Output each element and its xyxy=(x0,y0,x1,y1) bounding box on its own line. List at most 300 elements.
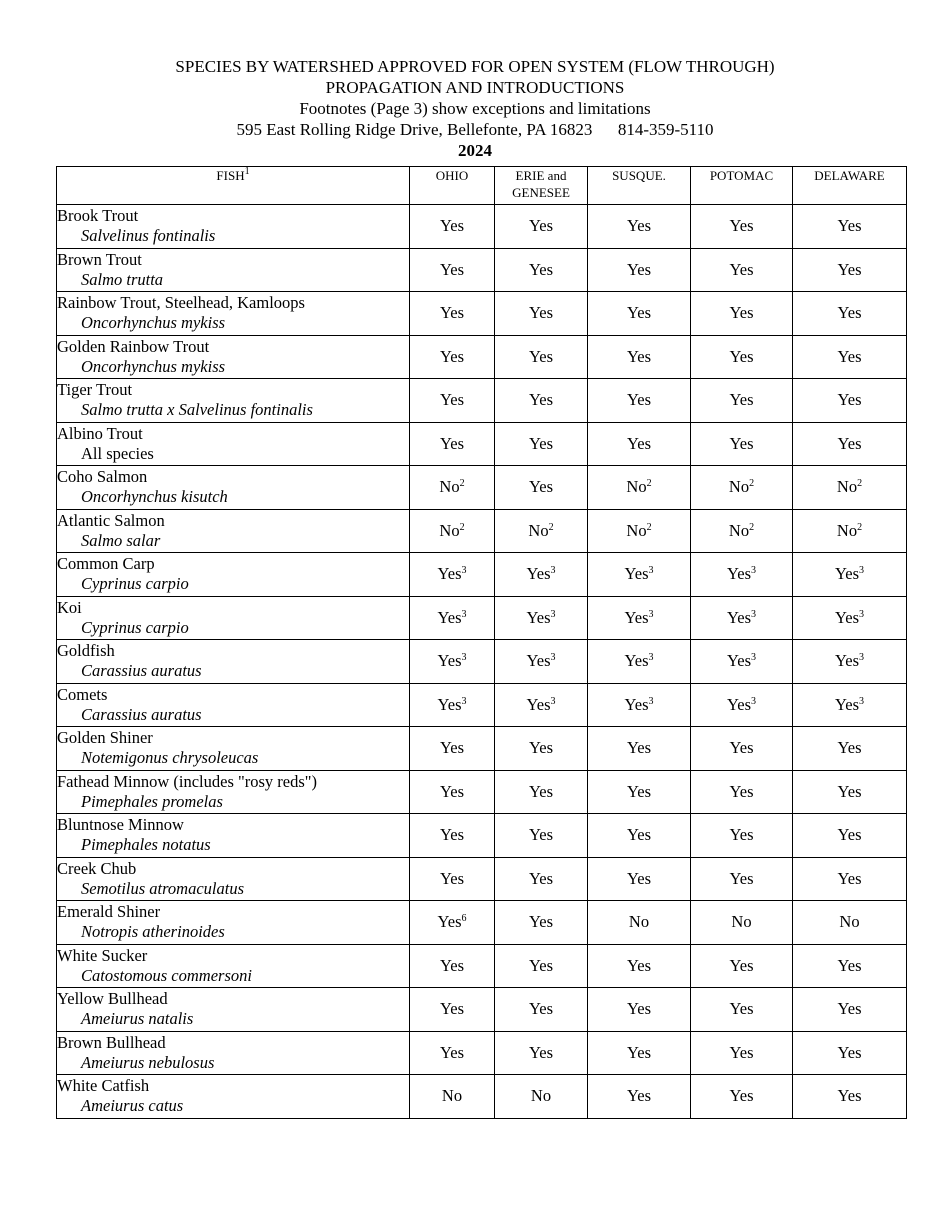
scientific-name: Carassius auratus xyxy=(81,661,202,681)
approval-cell xyxy=(495,901,588,945)
footnote-marker: 3 xyxy=(859,565,864,577)
common-name: Atlantic Salmon xyxy=(57,510,165,530)
footnote-marker: 3 xyxy=(859,652,864,664)
approval-cell xyxy=(410,292,495,336)
table-row xyxy=(57,422,907,466)
approval-cell xyxy=(691,509,793,553)
approval-value: No xyxy=(836,477,858,497)
approval-cell xyxy=(793,379,907,423)
column-header-label: FISH xyxy=(216,168,245,183)
approval-value: No xyxy=(728,477,750,497)
fish-cell xyxy=(57,944,410,988)
column-header-label: POTOMAC xyxy=(709,168,774,183)
approval-value: Yes xyxy=(528,781,553,801)
common-name: Creek Chub xyxy=(57,858,137,878)
footnote-marker: 3 xyxy=(461,608,467,620)
approval-cell xyxy=(588,205,691,249)
footnote-marker: 3 xyxy=(648,565,654,577)
common-name: Brook Trout xyxy=(57,206,139,226)
column-header xyxy=(793,167,907,205)
table-row xyxy=(57,857,907,901)
table-row xyxy=(57,683,907,727)
footnote-marker: 2 xyxy=(459,521,465,533)
approval-cell xyxy=(691,335,793,379)
approval-value: No xyxy=(731,912,752,932)
approval-value: Yes xyxy=(729,303,754,323)
footnote-marker: 3 xyxy=(648,652,654,664)
approval-cell xyxy=(410,640,495,684)
approval-cell xyxy=(410,379,495,423)
footnote-marker: 2 xyxy=(749,478,755,490)
table-row xyxy=(57,1075,907,1119)
table-row xyxy=(57,509,907,553)
footnote-marker: 2 xyxy=(646,521,652,533)
footnote-marker: 3 xyxy=(461,652,467,664)
approval-value: Yes xyxy=(626,346,651,366)
approval-value: No xyxy=(626,477,647,497)
scientific-name: Oncorhynchus mykiss xyxy=(81,356,226,376)
approval-cell xyxy=(588,335,691,379)
approval-cell xyxy=(691,553,793,597)
approval-value: Yes xyxy=(439,1042,464,1062)
approval-cell xyxy=(588,727,691,771)
approval-cell xyxy=(691,292,793,336)
approval-cell xyxy=(793,640,907,684)
approval-value: Yes xyxy=(626,303,651,323)
approval-cell xyxy=(495,379,588,423)
approval-value: Yes xyxy=(837,868,862,888)
footnote-marker: 6 xyxy=(461,913,467,925)
approval-value: Yes xyxy=(729,868,754,888)
approval-value: Yes xyxy=(528,477,553,497)
scientific-name: Pimephales notatus xyxy=(81,835,211,855)
approval-cell xyxy=(793,857,907,901)
approval-value: Yes xyxy=(437,912,462,932)
footnote-marker: 3 xyxy=(751,608,756,620)
approval-value: Yes xyxy=(729,1086,754,1106)
approval-value: Yes xyxy=(439,738,464,758)
approval-cell xyxy=(588,857,691,901)
approval-value: Yes xyxy=(837,346,862,366)
approval-cell xyxy=(793,814,907,858)
common-name: Brown Trout xyxy=(57,249,142,269)
footnote-marker: 2 xyxy=(749,521,755,533)
footnote-marker: 2 xyxy=(857,521,863,533)
approval-value: Yes xyxy=(626,738,651,758)
common-name: Albino Trout xyxy=(57,423,143,443)
document-header xyxy=(0,56,950,161)
common-name: Rainbow Trout, Steelhead, Kamloops xyxy=(57,293,305,313)
approval-value: Yes xyxy=(528,999,553,1019)
approval-cell xyxy=(410,596,495,640)
approval-cell xyxy=(410,1031,495,1075)
approval-cell xyxy=(793,509,907,553)
approval-value: Yes xyxy=(626,825,651,845)
approval-value: Yes xyxy=(729,999,754,1019)
approval-value: No xyxy=(836,520,858,540)
approval-value: No xyxy=(441,1086,463,1106)
common-name: White Sucker xyxy=(57,945,148,965)
scientific-name: Salmo trutta x Salvelinus fontinalis xyxy=(81,400,313,420)
approval-cell xyxy=(588,466,691,510)
common-name: Comets xyxy=(57,684,108,704)
approval-cell xyxy=(793,596,907,640)
common-name: Fathead Minnow (includes "rosy reds") xyxy=(57,771,318,791)
fish-cell xyxy=(57,640,410,684)
approval-value: Yes xyxy=(834,607,859,627)
approval-value: Yes xyxy=(439,825,464,845)
approval-cell xyxy=(588,988,691,1032)
fish-cell xyxy=(57,292,410,336)
fish-cell xyxy=(57,422,410,466)
approval-value: Yes xyxy=(837,259,862,279)
approval-value: Yes xyxy=(626,216,651,236)
approval-value: Yes xyxy=(439,433,464,453)
approval-value: Yes xyxy=(528,955,553,975)
table-row xyxy=(57,770,907,814)
approval-value: Yes xyxy=(528,868,553,888)
scientific-name: Ameiurus catus xyxy=(81,1096,184,1116)
footnote-marker: 3 xyxy=(751,695,756,707)
column-header-label: DELAWARE xyxy=(814,168,885,183)
fish-cell xyxy=(57,379,410,423)
common-name: Tiger Trout xyxy=(57,380,133,400)
approval-cell xyxy=(410,466,495,510)
scientific-name: Notropis atherinoides xyxy=(81,922,225,942)
footnote-marker: 3 xyxy=(550,652,556,664)
approval-value: Yes xyxy=(834,694,859,714)
approval-cell xyxy=(691,596,793,640)
approval-cell xyxy=(410,553,495,597)
approval-cell xyxy=(793,901,907,945)
approval-value: Yes xyxy=(439,999,464,1019)
approval-value: Yes xyxy=(729,216,754,236)
column-header xyxy=(495,167,588,205)
fish-cell xyxy=(57,814,410,858)
approval-value: Yes xyxy=(624,694,649,714)
footnote-marker: 3 xyxy=(461,695,467,707)
approval-value: Yes xyxy=(624,564,649,584)
approval-cell xyxy=(793,944,907,988)
approval-cell xyxy=(495,857,588,901)
approval-cell xyxy=(793,683,907,727)
fish-cell xyxy=(57,901,410,945)
year: 2024 xyxy=(458,141,492,160)
common-name: Goldfish xyxy=(57,641,115,661)
column-header xyxy=(410,167,495,205)
table-row xyxy=(57,901,907,945)
approval-cell xyxy=(495,422,588,466)
scientific-name: Ameiurus natalis xyxy=(81,1009,194,1029)
approval-value: No xyxy=(628,912,650,932)
fish-cell xyxy=(57,466,410,510)
approval-value: No xyxy=(528,520,549,540)
approval-cell xyxy=(691,466,793,510)
scientific-name: Carassius auratus xyxy=(81,704,202,724)
table-body xyxy=(57,205,907,1119)
approval-cell xyxy=(691,727,793,771)
approval-cell xyxy=(588,640,691,684)
approval-value: Yes xyxy=(626,868,651,888)
fish-cell xyxy=(57,1031,410,1075)
approval-cell xyxy=(410,944,495,988)
fish-cell xyxy=(57,683,410,727)
footnote-marker: 3 xyxy=(550,565,556,577)
approval-cell xyxy=(410,1075,495,1119)
approval-cell xyxy=(793,248,907,292)
approval-value: Yes xyxy=(624,651,649,671)
common-name: Golden Shiner xyxy=(57,728,153,748)
approval-cell xyxy=(588,944,691,988)
approval-value: Yes xyxy=(437,564,462,584)
approval-cell xyxy=(410,770,495,814)
table-header-row xyxy=(57,167,907,205)
approval-cell xyxy=(495,509,588,553)
approval-cell xyxy=(495,596,588,640)
approval-value: Yes xyxy=(626,1086,651,1106)
common-name: Bluntnose Minnow xyxy=(57,815,184,835)
approval-cell xyxy=(410,814,495,858)
approval-cell xyxy=(495,988,588,1032)
approval-cell xyxy=(588,1075,691,1119)
table-row xyxy=(57,248,907,292)
approval-cell xyxy=(588,901,691,945)
species-table xyxy=(56,166,907,1119)
footnote-marker: 3 xyxy=(859,695,864,707)
fish-cell xyxy=(57,553,410,597)
approval-value: Yes xyxy=(729,433,754,453)
approval-cell xyxy=(410,857,495,901)
approval-value: Yes xyxy=(439,259,464,279)
table-row xyxy=(57,205,907,249)
approval-cell xyxy=(793,988,907,1032)
approval-cell xyxy=(495,248,588,292)
approval-value: Yes xyxy=(439,955,464,975)
approval-cell xyxy=(691,770,793,814)
approval-cell xyxy=(410,683,495,727)
approval-value: Yes xyxy=(729,781,754,801)
approval-cell xyxy=(495,466,588,510)
footnote-marker: 2 xyxy=(857,478,863,490)
fish-cell xyxy=(57,248,410,292)
approval-value: Yes xyxy=(439,346,464,366)
approval-cell xyxy=(691,379,793,423)
approval-cell xyxy=(410,901,495,945)
fish-cell xyxy=(57,727,410,771)
approval-cell xyxy=(588,509,691,553)
approval-value: Yes xyxy=(834,564,859,584)
title-line-2: PROPAGATION AND INTRODUCTIONS xyxy=(325,78,625,97)
approval-cell xyxy=(691,640,793,684)
table-row xyxy=(57,640,907,684)
footnote-marker: 3 xyxy=(751,652,756,664)
scientific-name: Notemigonus chrysoleucas xyxy=(81,748,259,768)
fish-cell xyxy=(57,770,410,814)
approval-value: Yes xyxy=(626,1042,651,1062)
approval-value: Yes xyxy=(624,607,649,627)
approval-cell xyxy=(410,988,495,1032)
fish-cell xyxy=(57,335,410,379)
scientific-name: Cyprinus carpio xyxy=(81,574,189,594)
title-line-1: SPECIES BY WATERSHED APPROVED FOR OPEN SYSTEM (FLOW THROUGH) xyxy=(175,57,775,76)
approval-value: Yes xyxy=(439,303,464,323)
table-row xyxy=(57,379,907,423)
footnote-marker: 3 xyxy=(461,565,467,577)
table-row xyxy=(57,944,907,988)
address-line: 595 East Rolling Ridge Drive, Bellefonte, PA 16823 814-359-5110 xyxy=(236,120,714,139)
scientific-name: All species xyxy=(81,443,154,463)
approval-value: Yes xyxy=(526,694,551,714)
approval-value: Yes xyxy=(626,781,651,801)
approval-value: Yes xyxy=(439,390,464,410)
fish-cell xyxy=(57,509,410,553)
approval-value: Yes xyxy=(626,955,651,975)
footnote-marker: 2 xyxy=(459,478,465,490)
approval-cell xyxy=(588,596,691,640)
approval-value: No xyxy=(439,520,460,540)
common-name: Golden Rainbow Trout xyxy=(57,336,210,356)
scientific-name: Oncorhynchus kisutch xyxy=(81,487,228,507)
table-row xyxy=(57,466,907,510)
approval-value: Yes xyxy=(528,912,553,932)
approval-value: Yes xyxy=(837,999,862,1019)
approval-value: Yes xyxy=(729,259,754,279)
approval-cell xyxy=(495,727,588,771)
approval-cell xyxy=(691,683,793,727)
approval-cell xyxy=(495,205,588,249)
approval-cell xyxy=(793,727,907,771)
approval-value: Yes xyxy=(439,781,464,801)
approval-value: No xyxy=(839,912,860,932)
table-row xyxy=(57,814,907,858)
scientific-name: Salvelinus fontinalis xyxy=(81,226,216,246)
approval-cell xyxy=(495,770,588,814)
footnote-marker: 2 xyxy=(548,521,554,533)
table-row xyxy=(57,553,907,597)
scientific-name: Catostomous commersoni xyxy=(81,965,252,985)
common-name: Yellow Bullhead xyxy=(57,989,168,1009)
approval-cell xyxy=(691,814,793,858)
approval-cell xyxy=(588,553,691,597)
approval-cell xyxy=(410,335,495,379)
approval-cell xyxy=(793,1075,907,1119)
approval-value: Yes xyxy=(837,955,862,975)
approval-cell xyxy=(793,335,907,379)
approval-value: Yes xyxy=(729,346,754,366)
approval-cell xyxy=(691,1075,793,1119)
approval-cell xyxy=(588,292,691,336)
approval-value: No xyxy=(626,520,647,540)
common-name: Emerald Shiner xyxy=(57,902,161,922)
approval-value: Yes xyxy=(437,694,462,714)
approval-value: Yes xyxy=(439,868,464,888)
approval-cell xyxy=(588,422,691,466)
approval-value: Yes xyxy=(834,651,859,671)
common-name: Common Carp xyxy=(57,554,155,574)
footnote-marker: 3 xyxy=(648,695,654,707)
fish-cell xyxy=(57,857,410,901)
approval-cell xyxy=(588,379,691,423)
approval-cell xyxy=(495,944,588,988)
common-name: White Catfish xyxy=(57,1076,150,1096)
approval-value: Yes xyxy=(526,564,551,584)
approval-value: Yes xyxy=(528,390,553,410)
approval-cell xyxy=(495,640,588,684)
approval-cell xyxy=(588,770,691,814)
approval-value: Yes xyxy=(837,1086,862,1106)
footnote-marker: 3 xyxy=(751,565,756,577)
scientific-name: Semotilus atromaculatus xyxy=(81,878,245,898)
approval-cell xyxy=(691,944,793,988)
footnote-marker: 2 xyxy=(646,478,652,490)
common-name: Brown Bullhead xyxy=(57,1032,166,1052)
table-row xyxy=(57,988,907,1032)
table-row xyxy=(57,1031,907,1075)
approval-cell xyxy=(691,901,793,945)
scientific-name: Salmo trutta xyxy=(81,269,164,289)
approval-cell xyxy=(588,683,691,727)
footnote-marker: 3 xyxy=(550,695,556,707)
approval-value: Yes xyxy=(526,607,551,627)
approval-value: Yes xyxy=(837,738,862,758)
fish-cell xyxy=(57,988,410,1032)
approval-value: Yes xyxy=(726,694,751,714)
column-header xyxy=(691,167,793,205)
common-name: Coho Salmon xyxy=(57,467,148,487)
approval-value: No xyxy=(439,477,460,497)
footnote-marker: 1 xyxy=(244,166,250,177)
approval-cell xyxy=(495,553,588,597)
approval-value: Yes xyxy=(626,259,651,279)
approval-value: Yes xyxy=(726,564,751,584)
approval-value: Yes xyxy=(837,303,862,323)
approval-cell xyxy=(588,814,691,858)
approval-value: Yes xyxy=(729,825,754,845)
table-row xyxy=(57,335,907,379)
approval-value: Yes xyxy=(726,607,751,627)
approval-value: Yes xyxy=(437,651,462,671)
scientific-name: Ameiurus nebulosus xyxy=(81,1052,215,1072)
approval-cell xyxy=(793,466,907,510)
table-row xyxy=(57,292,907,336)
column-header xyxy=(57,167,410,205)
approval-value: No xyxy=(728,520,750,540)
approval-value: Yes xyxy=(528,346,553,366)
approval-value: Yes xyxy=(528,259,553,279)
approval-value: Yes xyxy=(837,781,862,801)
approval-value: No xyxy=(530,1086,552,1106)
approval-value: Yes xyxy=(626,433,651,453)
column-header-label: SUSQUE. xyxy=(612,168,666,183)
approval-value: Yes xyxy=(528,216,553,236)
approval-value: Yes xyxy=(528,738,553,758)
approval-cell xyxy=(410,205,495,249)
approval-value: Yes xyxy=(729,955,754,975)
approval-cell xyxy=(793,422,907,466)
approval-value: Yes xyxy=(437,607,462,627)
approval-cell xyxy=(588,248,691,292)
approval-cell xyxy=(495,335,588,379)
approval-value: Yes xyxy=(729,738,754,758)
scientific-name: Salmo salar xyxy=(81,530,161,550)
approval-value: Yes xyxy=(528,433,553,453)
approval-value: Yes xyxy=(837,216,862,236)
approval-cell xyxy=(691,248,793,292)
approval-value: Yes xyxy=(837,390,862,410)
approval-value: Yes xyxy=(626,390,651,410)
approval-value: Yes xyxy=(729,390,754,410)
fish-cell xyxy=(57,596,410,640)
